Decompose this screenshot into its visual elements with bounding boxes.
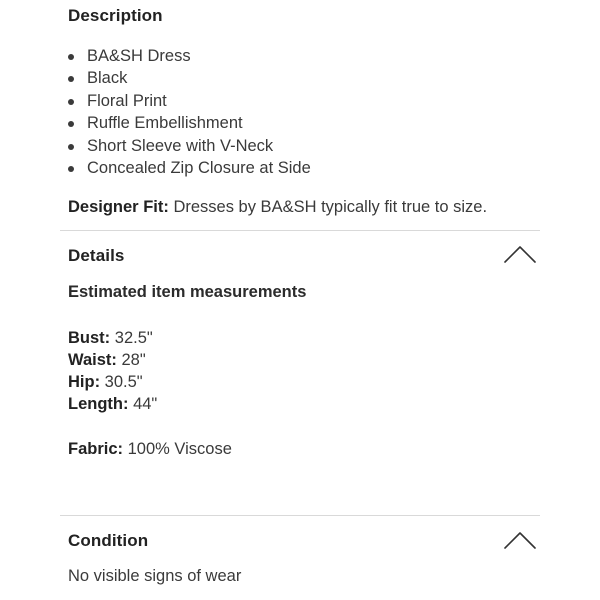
measurement-row [68,327,153,349]
designer-fit-value: Dresses by BA&SH typically fit true to size. [173,198,488,216]
list-item [68,112,311,134]
list-item [68,157,311,179]
measurement-value: 30.5" [104,373,143,391]
measurement-value: 28" [121,351,146,369]
condition-collapse-toggle[interactable] [504,531,536,549]
bullet-icon [68,166,74,172]
list-item-text: Concealed Zip Closure at Side [87,158,311,177]
measurement-label: Waist: [68,351,117,369]
measurement-label: Bust: [68,329,111,347]
designer-fit-label: Designer Fit: [68,198,169,216]
list-item-text: Short Sleeve with V-Neck [87,136,274,155]
chevron-up-icon [504,531,536,549]
list-item-text: BA&SH Dress [87,47,191,65]
bullet-icon [68,121,74,127]
measurement-value: 44" [133,395,158,413]
bullet-icon [68,54,74,60]
condition-heading: Condition [68,531,149,550]
chevron-up-icon [504,245,536,263]
details-heading: Details [68,246,125,265]
measurement-row [68,393,157,415]
fabric-row [68,438,232,460]
bullet-icon [68,76,74,82]
fabric-label: Fabric: [68,440,124,458]
divider [60,515,540,516]
measurements-subtitle: Estimated item measurements [68,283,307,301]
description-heading: Description [68,6,163,25]
bullet-icon [68,99,74,105]
fabric-value: 100% Viscose [127,440,232,458]
list-item [68,67,311,89]
measurement-label: Hip: [68,373,101,391]
measurement-row [68,371,143,393]
divider [60,230,540,231]
list-item [68,135,311,157]
designer-fit [68,198,487,217]
details-collapse-toggle[interactable] [504,245,536,263]
description-list [68,45,311,179]
list-item [68,90,311,112]
list-item-text: Black [87,69,128,88]
list-item-text: Ruffle Embellishment [87,114,243,133]
measurement-row [68,349,146,371]
measurement-label: Length: [68,395,129,413]
list-item-text: Floral Print [87,91,167,110]
list-item [68,45,311,67]
bullet-icon [68,144,74,150]
condition-value: No visible signs of wear [68,567,242,585]
measurement-value: 32.5" [114,329,153,347]
